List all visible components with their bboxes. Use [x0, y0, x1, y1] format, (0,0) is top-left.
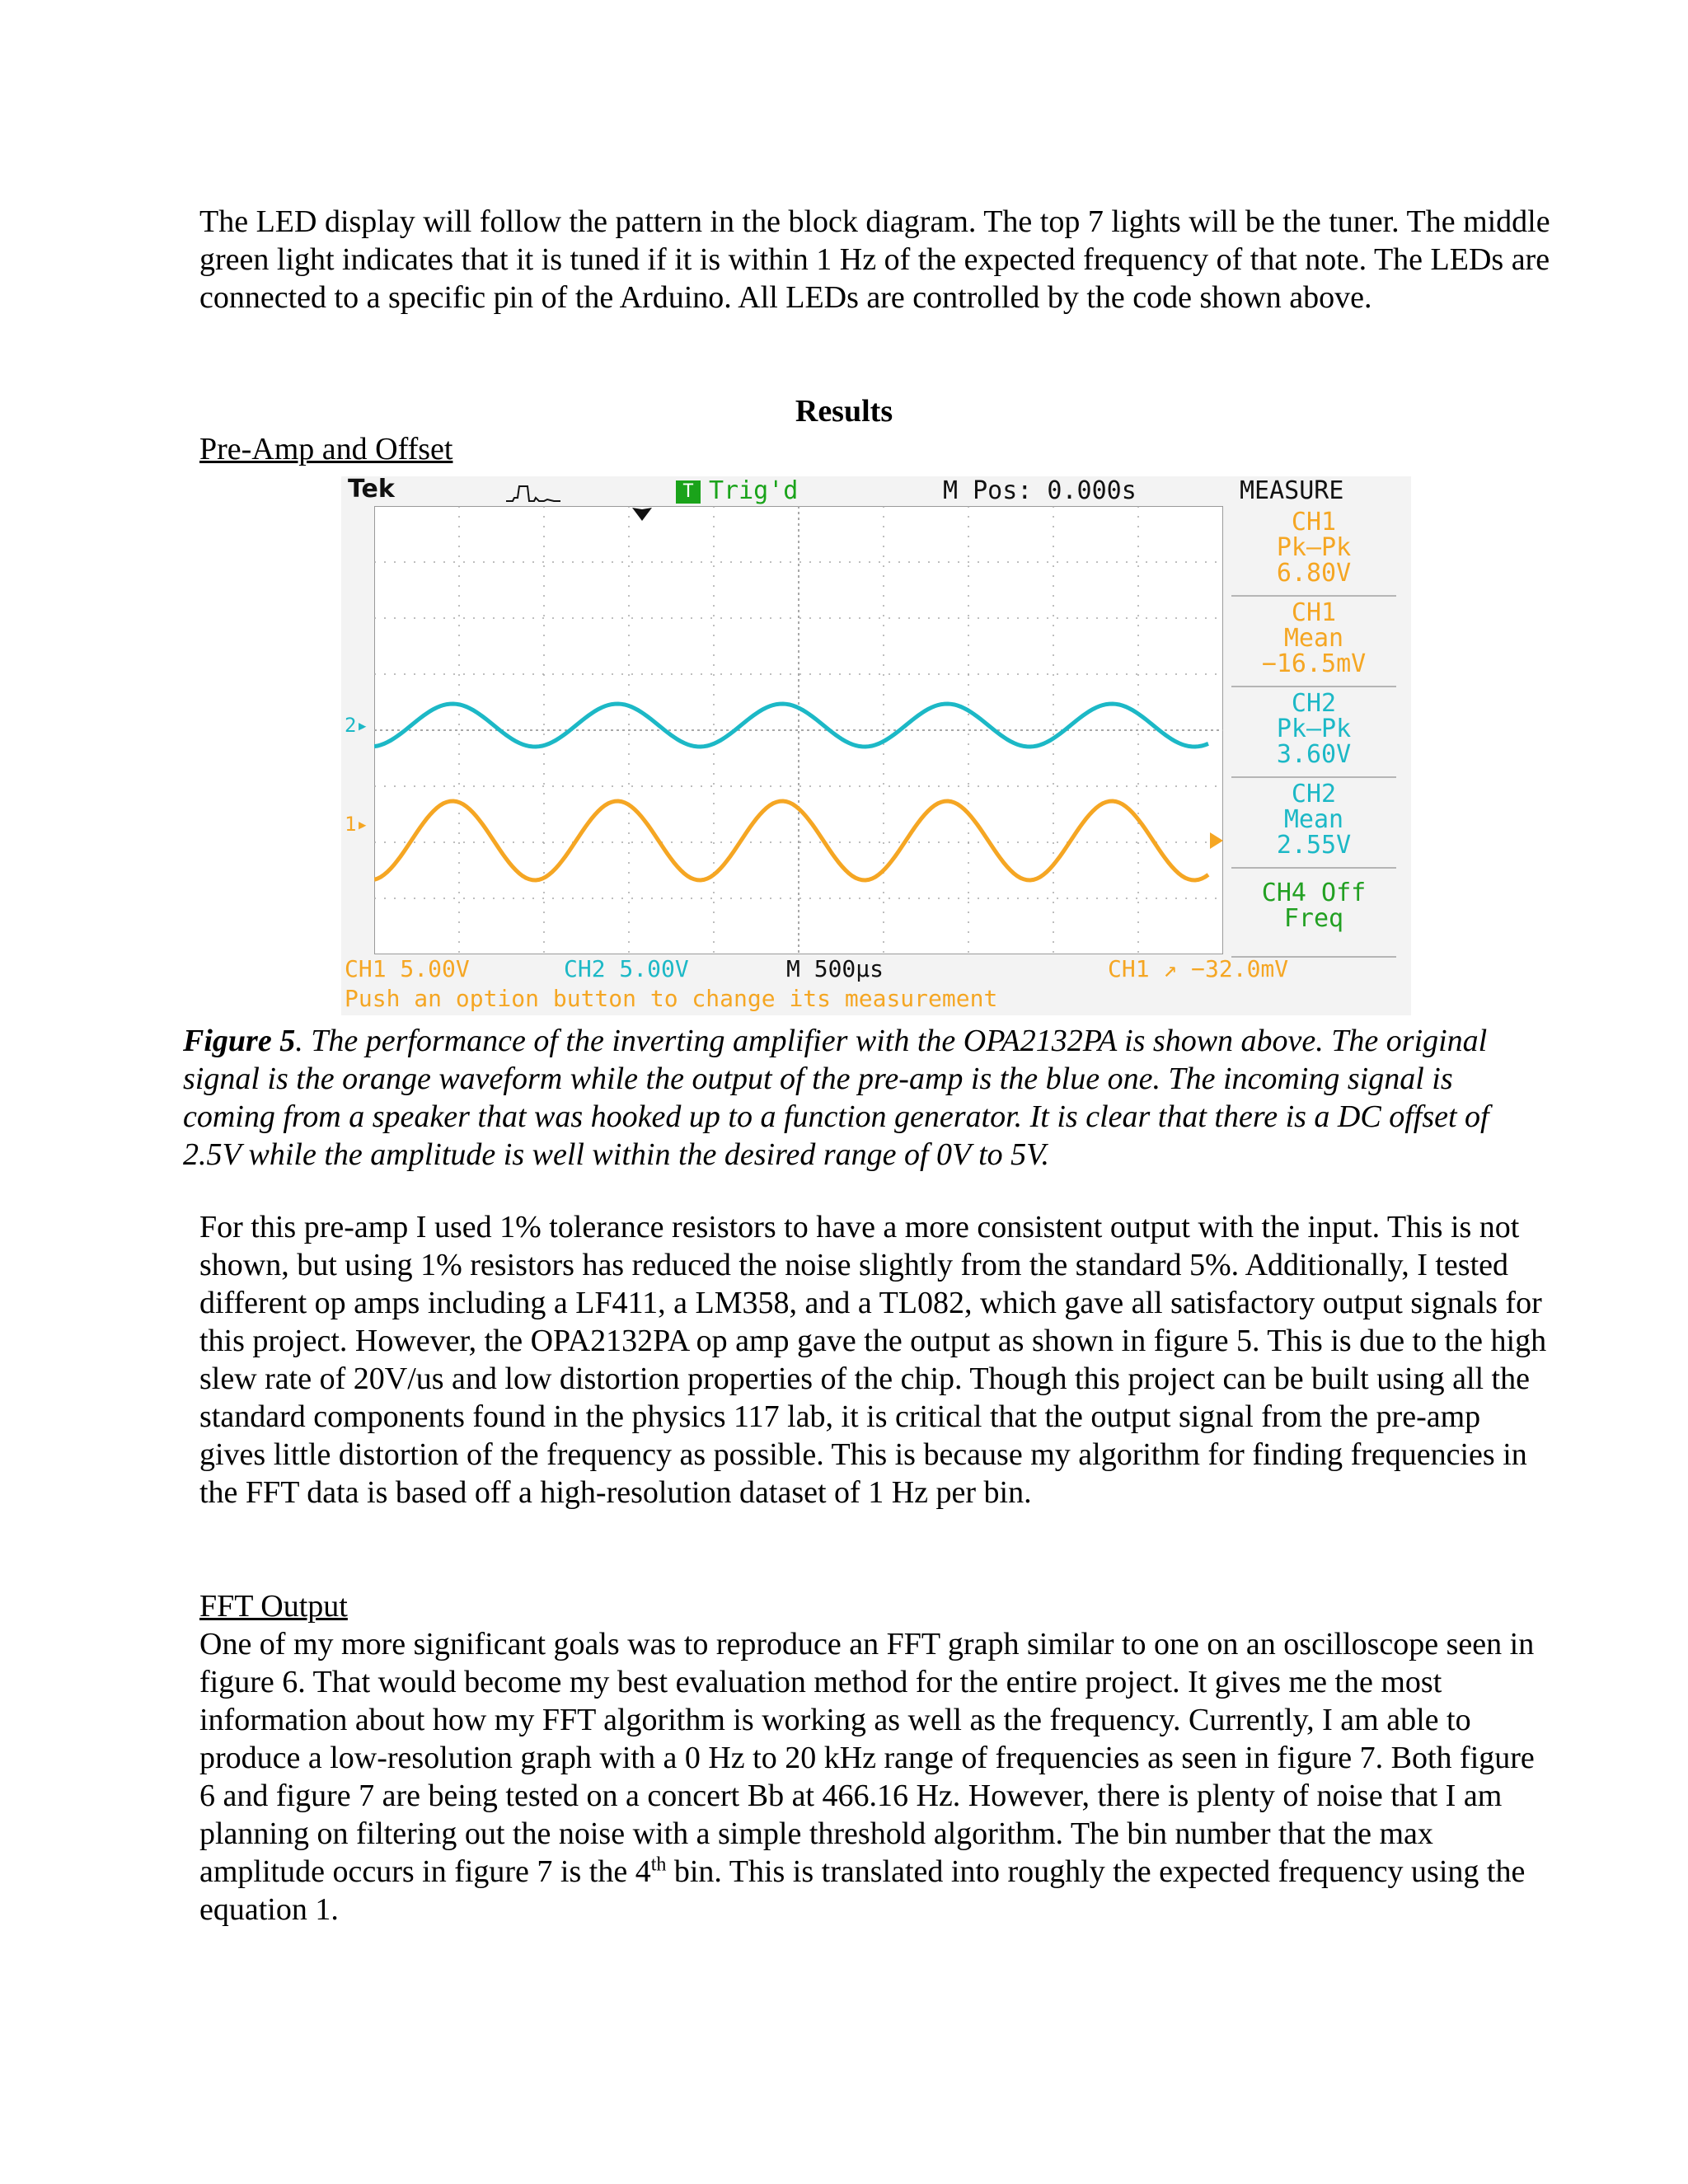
results-heading: Results [795, 394, 893, 429]
measure-channel: CH4 Off [1261, 879, 1367, 907]
time-scale: M 500µs [786, 955, 884, 982]
fft-paragraph-superscript: th [650, 1854, 667, 1876]
scope-graticule [374, 506, 1223, 954]
measure-ch2-mean [1231, 781, 1396, 858]
ch1-scale: CH1 5.00V [345, 955, 470, 982]
fft-heading: FFT Output [199, 1589, 348, 1624]
trigger-status [676, 476, 798, 506]
scope-hint: Push an option button to change its measurement [345, 985, 998, 1012]
intro-paragraph: The LED display will follow the pattern in the block diagram. The top 7 lights will be the tuner. The middle green light indicates that it is tuned if it is within 1 Hz of the expected frequency of that note. The LEDs are connected to a specific pin of the Arduino. All LEDs are controlled by the code shown above. [199, 204, 1550, 315]
fft-paragraph-text: One of my more significant goals was to reproduce an FFT graph similar to one on an oscilloscope seen in figure 6. That would become my best evaluation method for the entire project. It gives me the most information about how my FFT algorithm is working as well as the frequency. Currently, I am able to produce a low-resolution graph with a 0 Hz to 20 kHz range of frequencies as seen in figure 7. Both figure 6 and figure 7 are being tested on a concert Bb at 466.16 Hz. However, there is plenty of noise that I am planning on filtering out the noise with a simple threshold algorithm. The bin number that the max amplitude occurs in figure 7 is the 4 [199, 1627, 1535, 1889]
preamp-paragraph: For this pre-amp I used 1% tolerance resistors to have a more consistent output with the input. This is not shown, but using 1% resistors has reduced the noise slightly from the standard 5%. Additionally, I tested different op amps including a LF411, a LM358, and a TL082, which gave all satisfactory output signals for this project. However, the OPA2132PA op amp gave the output as shown in figure 5. This is due to the high slew rate of 20V/us and low distortion properties of the chip. Though this project can be built using all the standard components found in the physics 117 lab, it is critical that the output signal from the pre-amp gives little distortion of the frequency as possible. This is because my algorithm for finding frequencies in the FFT data is based off a high-resolution dataset of 1 Hz per bin. [199, 1210, 1547, 1510]
measure-channel: CH1 [1291, 508, 1337, 537]
preamp-heading: Pre-Amp and Offset [199, 432, 453, 466]
measure-divider [1231, 595, 1396, 597]
measure-type: Mean [1283, 805, 1344, 834]
measure-channel: CH2 [1291, 689, 1337, 718]
measure-type: Pk–Pk [1276, 715, 1352, 743]
figure5-label: Figure 5 [183, 1024, 296, 1058]
measure-value: 6.80V [1276, 559, 1352, 588]
measure-channel: CH2 [1291, 780, 1337, 808]
measure-divider [1231, 776, 1396, 778]
trigger-level: CH1 ↗ −32.0mV [1108, 955, 1289, 982]
measure-value: 2.55V [1276, 831, 1352, 860]
measure-ch4-freq [1231, 880, 1396, 931]
ch2-ground-marker: 2▸ [345, 714, 368, 737]
measure-title: MEASURE [1240, 476, 1344, 505]
measure-ch2-pkpk [1231, 691, 1396, 767]
ch1-ground-marker: 1▸ [345, 813, 368, 836]
measure-value: 3.60V [1276, 740, 1352, 769]
fft-paragraph [199, 1625, 1551, 1929]
trigger-icon: T [676, 480, 701, 504]
measure-ch1-pkpk [1231, 509, 1396, 586]
tek-logo: Tek [348, 475, 395, 504]
measure-type: Freq [1283, 904, 1344, 933]
figure5-text: . The performance of the inverting amplifier with the OPA2132PA is shown above. The original signal is the orange waveform while the output of the pre-amp is the blue one. The incoming signal is coming from a speaker that was hooked up to a function generator. It is clear that there is a DC offset of 2.5V while the amplitude is well within the desired range of 0V to 5V. [183, 1024, 1489, 1172]
fft-paragraph-end: bin. This is translated into roughly the expected frequency using the equation 1. [199, 1854, 1526, 1927]
oscilloscope-screen [341, 476, 1411, 1015]
measure-divider [1231, 867, 1396, 869]
measure-channel: CH1 [1291, 598, 1337, 627]
figure5-caption [183, 1022, 1543, 1174]
trigger-status-text: Trig'd [709, 476, 799, 505]
m-pos-readout: M Pos: 0.000s [943, 476, 1137, 505]
measure-type: Pk–Pk [1276, 533, 1352, 562]
measure-value: −16.5mV [1261, 649, 1367, 678]
pulse-icon [504, 481, 562, 504]
ch2-scale: CH2 5.00V [564, 955, 689, 982]
measure-divider [1231, 686, 1396, 687]
measure-type: Mean [1283, 624, 1344, 653]
measure-ch1-mean [1231, 600, 1396, 677]
